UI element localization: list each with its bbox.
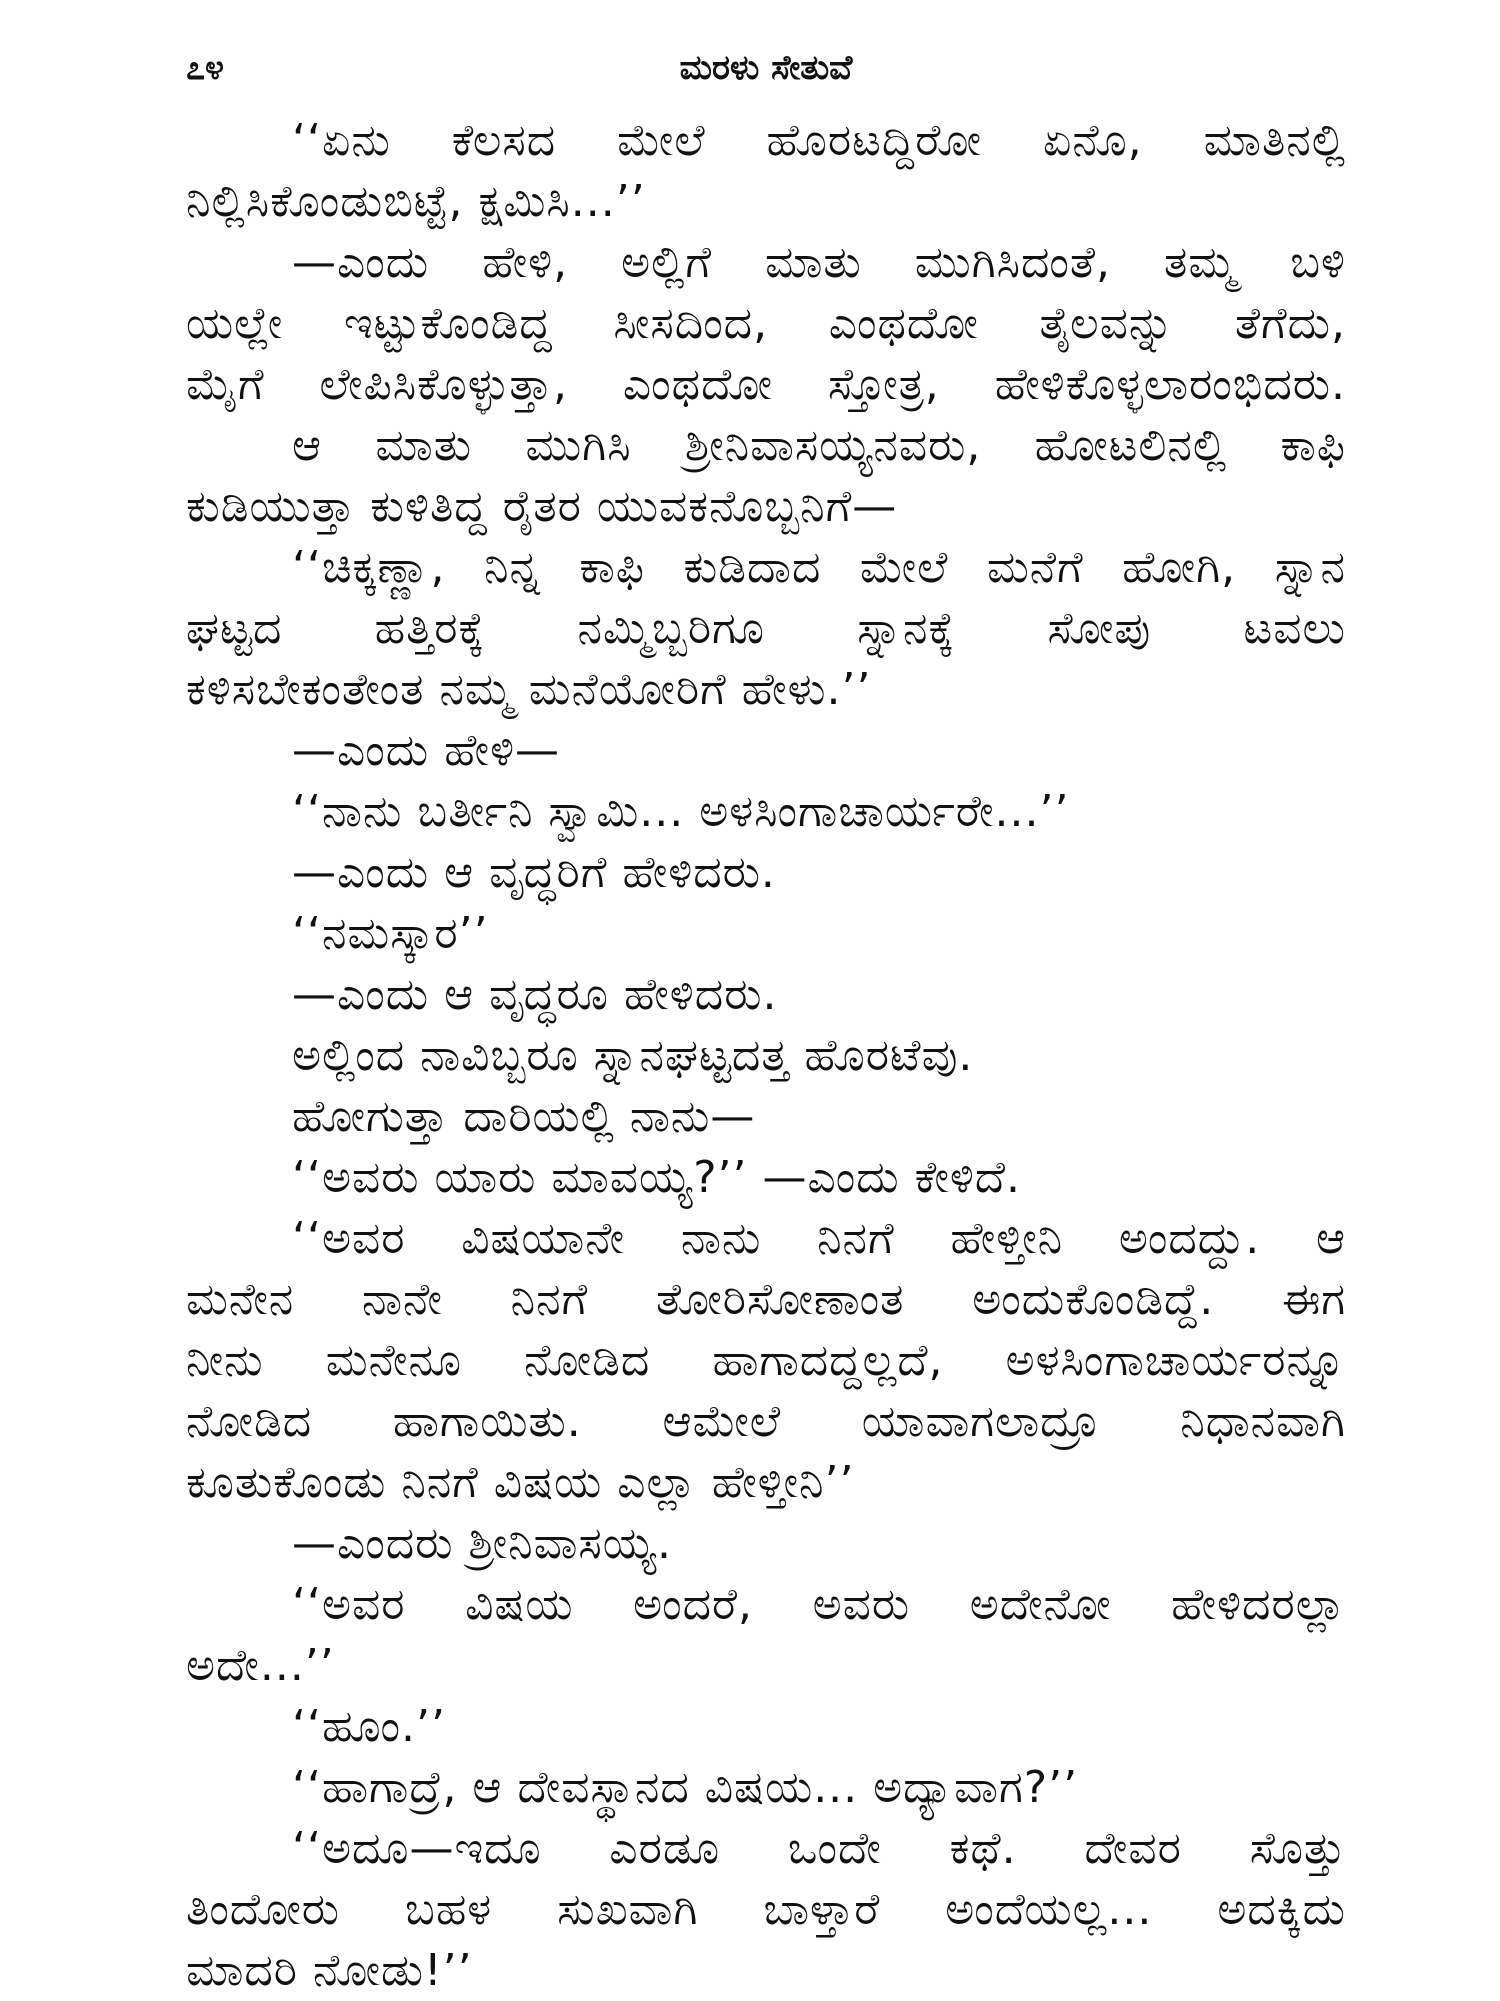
text-line: —ಎಂದು ಹೇಳಿ— [292, 725, 561, 776]
running-title: ಮರಳು ಸೇತುವೆ [679, 48, 853, 88]
body-text [186, 110, 1346, 2001]
text-line: ‘‘ಅವರ ವಿಷಯ ಅಂದರೆ, ಅವರು ಅದೇನೋ ಹೇಳಿದರಲ್ಲಾ [292, 1579, 1346, 1630]
text-line: ‘‘ನಾನು ಬರ್ತೀನಿ ಸ್ವಾಮಿ... ಅಳಸಿಂಗಾಚಾರ್ಯರೇ...’’ [292, 786, 1070, 837]
text-line: ಮನೇನ ನಾನೇ ನಿನಗೆ ತೋರಿಸೋಣಾಂತ ಅಂದುಕೊಂಡಿದ್ದೆ. ಈಗ [186, 1274, 1346, 1325]
text-line: ‘‘ಹೂಂ.’’ [292, 1701, 446, 1752]
text-line: ‘‘ಏನು ಕೆಲಸದ ಮೇಲೆ ಹೊರಟದ್ದಿರೋ ಏನೊ, ಮಾತಿನಲ್ಲಿ [292, 115, 1346, 166]
text-line: ಕಳಿಸಬೇಕಂತೇಂತ ನಮ್ಮ ಮನೆಯೋರಿಗೆ ಹೇಳು.’’ [186, 664, 872, 715]
text-line: ಕೂತುಕೊಂಡು ನಿನಗೆ ವಿಷಯ ಎಲ್ಲಾ ಹೇಳ್ತೀನಿ’’ [186, 1457, 855, 1508]
text-line: ಕುಡಿಯುತ್ತಾ ಕುಳಿತಿದ್ದ ರೈತರ ಯುವಕನೊಬ್ಬನಿಗೆ— [186, 481, 898, 532]
text-line: —ಎಂದರು ಶ್ರೀನಿವಾಸಯ್ಯ. [292, 1518, 672, 1569]
page-number: ೭೪ [186, 48, 225, 88]
text-line: ಮೈಗೆ ಲೇಪಿಸಿಕೊಳ್ಳುತ್ತಾ, ಎಂಥದೋ ಸ್ತೋತ್ರ, ಹೇಳಿಕೊಳ್ಳಲಾರಂಭಿದರು. [186, 359, 1346, 410]
text-line: ಹೋಗುತ್ತಾ ದಾರಿಯಲ್ಲಿ ನಾನು— [292, 1091, 756, 1142]
text-line: —ಎಂದು ಆ ವೃದ್ಧರೂ ಹೇಳಿದರು. [292, 969, 778, 1020]
text-line: ‘‘ಅವರು ಯಾರು ಮಾವಯ್ಯ?’’ —ಎಂದು ಕೇಳಿದೆ. [292, 1152, 1022, 1203]
text-line: ನೋಡಿದ ಹಾಗಾಯಿತು. ಆಮೇಲೆ ಯಾವಾಗಲಾದ್ರೂ ನಿಧಾನವಾಗಿ [186, 1396, 1346, 1447]
text-line: —ಎಂದು ಆ ವೃದ್ಧರಿಗೆ ಹೇಳಿದರು. [292, 847, 776, 898]
text-line: ಘಟ್ಟದ ಹತ್ತಿರಕ್ಕೆ ನಮ್ಮಿಬ್ಬರಿಗೂ ಸ್ನಾನಕ್ಕೆ ಸೋಪು ಟವಲು [186, 603, 1346, 654]
text-line: —ಎಂದು ಹೇಳಿ, ಅಲ್ಲಿಗೆ ಮಾತು ಮುಗಿಸಿದಂತೆ, ತಮ್ಮ ಬಳಿ [292, 237, 1346, 288]
text-line: ತಿಂದೋರು ಬಹಳ ಸುಖವಾಗಿ ಬಾಳ್ತಾರೆ ಅಂದೆಯಲ್ಲ... ಅದಕ್ಕಿದು [186, 1884, 1346, 1935]
text-line: ಅದೇ...’’ [186, 1640, 335, 1691]
text-line: ‘‘ಚಿಕ್ಕಣ್ಣಾ, ನಿನ್ನ ಕಾಫಿ ಕುಡಿದಾದ ಮೇಲೆ ಮನೆಗೆ ಹೋಗಿ, ಸ್ನಾನ [292, 542, 1346, 593]
text-line: ಮಾದರಿ ನೋಡು!’’ [186, 1945, 473, 1996]
text-line: ನಿಲ್ಲಿಸಿಕೊಂಡುಬಿಟ್ಟೆ, ಕ್ಷಮಿಸಿ...’’ [186, 176, 646, 227]
text-line: ಅಲ್ಲಿಂದ ನಾವಿಬ್ಬರೂ ಸ್ನಾನಘಟ್ಟದತ್ತ ಹೊರಟೆವು. [292, 1030, 974, 1081]
page-header [186, 40, 1346, 110]
text-line: ‘‘ಹಾಗಾದ್ರೆ, ಆ ದೇವಸ್ಥಾನದ ವಿಷಯ... ಅದ್ಯಾವಾಗ?’’ [292, 1762, 1079, 1813]
text-line: ‘‘ಅವರ ವಿಷಯಾನೇ ನಾನು ನಿನಗೆ ಹೇಳ್ತೀನಿ ಅಂದದ್ದು. ಆ [292, 1213, 1346, 1264]
text-line: ಆ ಮಾತು ಮುಗಿಸಿ ಶ್ರೀನಿವಾಸಯ್ಯನವರು, ಹೋಟಲಿನಲ್ಲಿ ಕಾಫಿ [292, 420, 1346, 471]
text-line: ‘‘ಅದೂ—ಇದೂ ಎರಡೂ ಒಂದೇ ಕಥೆ. ದೇವರ ಸೊತ್ತು [292, 1823, 1346, 1874]
text-line: ‘‘ನಮಸ್ಕಾರ’’ [292, 908, 489, 959]
text-line: ಯಲ್ಲೇ ಇಟ್ಟುಕೊಂಡಿದ್ದ ಸೀಸದಿಂದ, ಎಂಥದೋ ತೈಲವನ್ನು ತೆಗೆದು, [186, 298, 1346, 349]
text-line: ನೀನು ಮನೇನೂ ನೋಡಿದ ಹಾಗಾದದ್ದಲ್ಲದೆ, ಅಳಸಿಂಗಾಚಾರ್ಯರನ್ನೂ [186, 1335, 1346, 1386]
